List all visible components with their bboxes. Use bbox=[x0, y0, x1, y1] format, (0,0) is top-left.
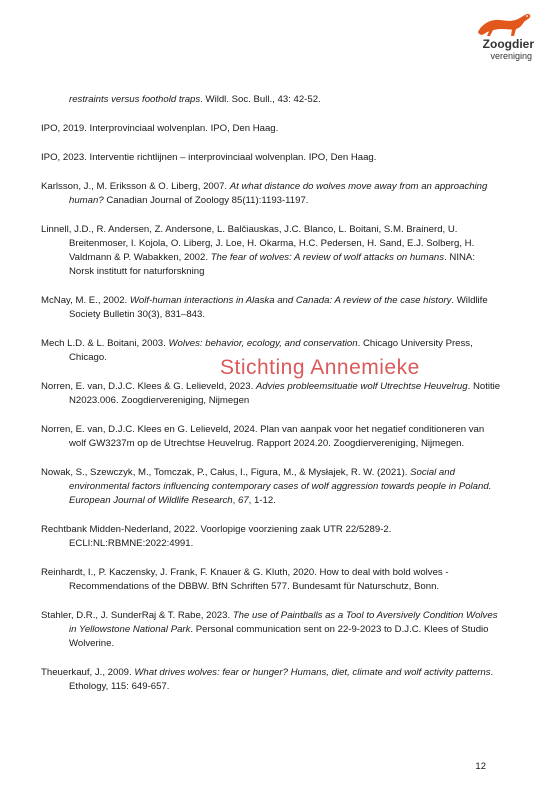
reference-text: . Personal communication sent on 22-9-2023 to D.J.C. Klees of Studio Wolverine. bbox=[69, 624, 489, 649]
reference-text: . Wildl. Soc. Bull., 43: 42-52. bbox=[200, 94, 321, 105]
reference-text: Stahler, D.R., J. SunderRaj & T. Rabe, 2023. bbox=[41, 610, 233, 621]
reference-entry bbox=[41, 151, 501, 165]
reference-entry bbox=[41, 566, 501, 594]
reference-text: , 1-12. bbox=[248, 495, 276, 506]
reference-list bbox=[41, 93, 501, 709]
reference-italic-text: Advies probleemsituatie wolf Utrechtse Heuvelrug bbox=[255, 381, 468, 392]
reference-entry bbox=[41, 609, 501, 651]
reference-text: Karlsson, J., M. Eriksson & O. Liberg, 2007. bbox=[41, 181, 230, 192]
reference-text: Linnell, J.D., R. Andersen, Z. Andersone, L. Balčiauskas, J.C. Blanco, L. Boitani, S.M. Brainerd, U. Breitenmoser, I. Kojola, O. Liberg, J. Loe, H. Okarma, H.C. Pedersen, H. Sand, E.J. Solberg, H. Valdmann & P. Wabakken, 2002. bbox=[41, 224, 475, 263]
reference-entry bbox=[41, 423, 501, 451]
watermark-stamp: Stichting Annemieke bbox=[220, 356, 420, 379]
reference-italic-text: What drives wolves: fear or hunger? Humans, diet, climate and wolf activity patterns bbox=[134, 667, 491, 678]
reference-text: Rechtbank Midden-Nederland, 2022. Voorlopige voorziening zaak UTR 22/5289-2. ECLI:NL:RBMNE:2022:4991. bbox=[41, 524, 392, 549]
reference-text: Norren, E. van, D.J.C. Klees en G. Lelieveld, 2024. Plan van aanpak voor het negatief conditioneren van wolf GW3237m op de Utrechtse Heuvelrug. Rapport 2024.20. Zoogdiervereniging, Nijmegen. bbox=[41, 424, 485, 449]
reference-text: . Wildlife Society Bulletin 30(3), 831–843. bbox=[69, 295, 488, 320]
reference-text: . NINA: Norsk institutt for naturforskning bbox=[69, 252, 475, 277]
reference-text: . Notitie N2023.006. Zoogdiervereniging, Nijmegen bbox=[69, 381, 501, 406]
reference-text: , bbox=[232, 495, 238, 506]
reference-entry bbox=[41, 466, 501, 508]
reference-text: Reinhardt, I., P. Kaczensky, J. Frank, F. Knauer & G. Kluth, 2020. How to deal with bold wolves - Recommendations of the DBBW. BfN Schriften 577. Bundesamt für Naturschutz, Bonn. bbox=[41, 567, 449, 592]
reference-text: Norren, E. van, D.J.C. Klees & G. Lelieveld, 2023. bbox=[41, 381, 256, 392]
reference-entry bbox=[41, 380, 501, 408]
reference-entry bbox=[41, 180, 501, 208]
reference-text: Canadian Journal of Zoology 85(11):1193-1197. bbox=[103, 195, 309, 206]
reference-text: Theuerkauf, J., 2009. bbox=[41, 667, 135, 678]
reference-entry bbox=[41, 223, 501, 279]
reference-italic-text: Wolves: behavior, ecology, and conservation bbox=[168, 338, 358, 349]
reference-italic-text: Social and environmental factors influencing contemporary cases of wolf aggression towards people in Poland. European Journal of Wildlife Research bbox=[69, 467, 492, 506]
reference-entry bbox=[41, 294, 501, 322]
reference-italic-text: At what distance do wolves move away from an approaching human? bbox=[69, 181, 488, 206]
reference-entry bbox=[41, 93, 501, 107]
reference-text: Mech L.D. & L. Boitani, 2003. bbox=[41, 338, 169, 349]
logo-name: Zoogdier bbox=[482, 37, 534, 51]
reference-text: IPO, 2019. Interprovinciaal wolvenplan. IPO, Den Haag. bbox=[41, 123, 279, 134]
logo-subtitle: vereniging bbox=[490, 51, 532, 61]
reference-italic-text: The fear of wolves: A review of wolf attacks on humans bbox=[210, 252, 445, 263]
reference-italic-text: restraints versus foothold traps bbox=[69, 94, 201, 105]
reference-entry bbox=[41, 523, 501, 551]
reference-text: McNay, M. E., 2002. bbox=[41, 295, 130, 306]
weasel-icon bbox=[476, 10, 532, 38]
reference-text: . Chicago University Press, Chicago. bbox=[69, 338, 473, 363]
reference-text: . Ethology, 115: 649-657. bbox=[69, 667, 494, 692]
reference-entry bbox=[41, 666, 501, 694]
reference-italic-text: 67 bbox=[237, 495, 249, 506]
reference-italic-text: Wolf-human interactions in Alaska and Canada: A review of the case history bbox=[129, 295, 452, 306]
reference-text: IPO, 2023. Interventie richtlijnen – interprovinciaal wolvenplan. IPO, Den Haag. bbox=[41, 152, 377, 163]
reference-entry bbox=[41, 122, 501, 136]
zoogdiervereniging-logo bbox=[472, 10, 534, 60]
reference-italic-text: The use of Paintballs as a Tool to Aversively Condition Wolves in Yellowstone National Park bbox=[69, 610, 498, 635]
page-number: 12 bbox=[475, 761, 486, 772]
reference-text: Nowak, S., Szewczyk, M., Tomczak, P., Całus, I., Figura, M., & Mysłajek, R. W. (2021). bbox=[41, 467, 411, 478]
